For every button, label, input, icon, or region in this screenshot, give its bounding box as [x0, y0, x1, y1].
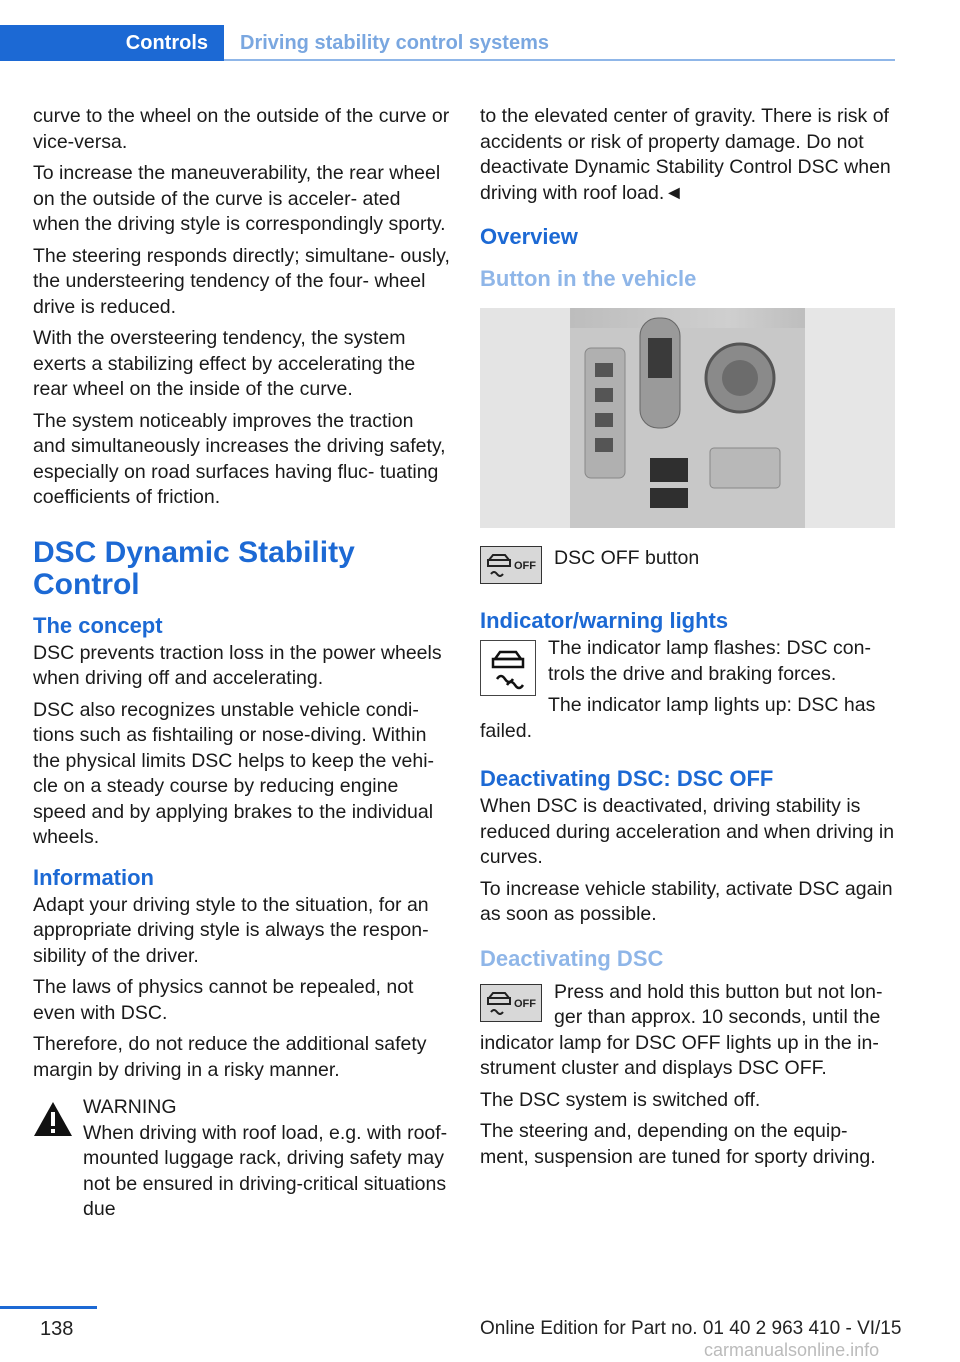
- warning-triangle-icon: [33, 1101, 73, 1137]
- paragraph: The steering and, depending on the equip- ment, suspension are tuned for sporty driving.: [480, 1120, 876, 1168]
- warning-label: WARNING: [83, 1096, 177, 1118]
- paragraph: DSC also recognizes unstable vehicle condi- tions such as fishtailing or nose-diving. Within the physical limits DSC helps to keep the vehi- cle on a steady course by reducing engine speed and by applying brakes to the individual wheels.: [33, 698, 435, 848]
- left-column: [33, 104, 451, 1223]
- chapter-title: Driving stability control systems: [240, 32, 549, 54]
- paragraph: Therefore, do not reduce the additional safety margin by driving in a risky manner.: [33, 1033, 427, 1081]
- indicator-block: [480, 636, 898, 744]
- dsc-off-button-label: DSC OFF button: [554, 547, 700, 569]
- subheading-deactivating-dsc: Deactivating DSC: [480, 945, 664, 971]
- paragraph: The system noticeably improves the traction and simultaneously increases the driving safety, especially on road surfaces having fluc- tuating coefficients of friction.: [33, 409, 446, 508]
- footer-rule: [0, 1306, 97, 1309]
- warning-text-wrap: [83, 1121, 451, 1223]
- center-console-photo: [480, 308, 895, 528]
- subheading-information: Information: [33, 864, 154, 890]
- console-illustration: [480, 308, 895, 528]
- dsc-off-button-icon: [480, 546, 542, 584]
- paragraph: To increase vehicle stability, activate DSC again as soon as possible.: [480, 877, 893, 925]
- header-rule: [224, 59, 895, 61]
- off-text: OFF: [514, 560, 536, 572]
- section-tab: Controls: [0, 25, 224, 61]
- section-heading-dsc: DSC Dynamic Stability Control: [33, 535, 355, 601]
- dsc-off-row: [480, 546, 898, 584]
- paragraph: curve to the wheel on the outside of the curve or vice-versa.: [33, 105, 450, 153]
- off-text: OFF: [514, 997, 536, 1010]
- warning-text: When driving with roof load, e.g. with roof-mounted luggage rack, driving safety may not be ensured in driving-critical situations due: [83, 1121, 448, 1220]
- watermark: carmanualsonline.info: [704, 1340, 880, 1360]
- paragraph: Adapt your driving style to the situation, for an appropriate driving style is always the respon- sibility of the driver.: [33, 893, 429, 967]
- subheading-button-in-vehicle: Button in the vehicle: [480, 266, 697, 291]
- warning-block: [33, 1095, 451, 1223]
- edition-line: Online Edition for Part no. 01 40 2 963 410 - VI/15: [480, 1318, 902, 1339]
- paragraph: The laws of physics cannot be repealed, not even with DSC.: [33, 976, 414, 1024]
- paragraph: DSC prevents traction loss in the power wheels when driving off and accelerating.: [33, 641, 442, 689]
- subheading-concept: The concept: [33, 612, 163, 638]
- page-header: [0, 25, 895, 61]
- indicator-on-text: The indicator lamp lights up: DSC has failed.: [480, 694, 876, 742]
- page-number: 138: [40, 1318, 74, 1340]
- dsc-indicator-icon: [480, 640, 536, 696]
- paragraph: The steering responds directly; simultane- ously, the understeering tendency of the four- wheel drive is reduced.: [33, 244, 450, 318]
- paragraph: to the elevated center of gravity. There is risk of accidents or risk of property damage. Do not deactivate Dynamic Stability Control DSC when driving with roof load.◄: [480, 105, 891, 204]
- heading-overview: Overview: [480, 224, 578, 249]
- right-column: [480, 104, 898, 1176]
- paragraph: When DSC is deactivated, driving stability is reduced during acceleration and when driving in curves.: [480, 795, 895, 868]
- subheading-deactivating-dsc-off: Deactivating DSC: DSC OFF: [480, 766, 774, 791]
- subheading-indicator-lights: Indicator/warning lights: [480, 608, 729, 633]
- deactivate-press-block: [480, 980, 898, 1088]
- paragraph: To increase the maneuverability, the rear wheel on the outside of the curve is acceler- ated when the driving style is correspondingly sporty.: [33, 162, 446, 235]
- dsc-off-button-icon-2: [480, 984, 542, 1022]
- deactivate-press-text: Press and hold this button but not lon- ger than approx. 10 seconds, until the indicator lamp for DSC OFF lights up in the in- strument cluster and displays DSC OFF.: [480, 980, 883, 1079]
- paragraph: The DSC system is switched off.: [480, 1088, 761, 1111]
- paragraph: With the oversteering tendency, the system exerts a stabilizing effect by accelerating the rear wheel on the inside of the curve.: [33, 327, 416, 400]
- indicator-flash-text: The indicator lamp flashes: DSC con- trols the drive and braking forces.: [548, 637, 871, 685]
